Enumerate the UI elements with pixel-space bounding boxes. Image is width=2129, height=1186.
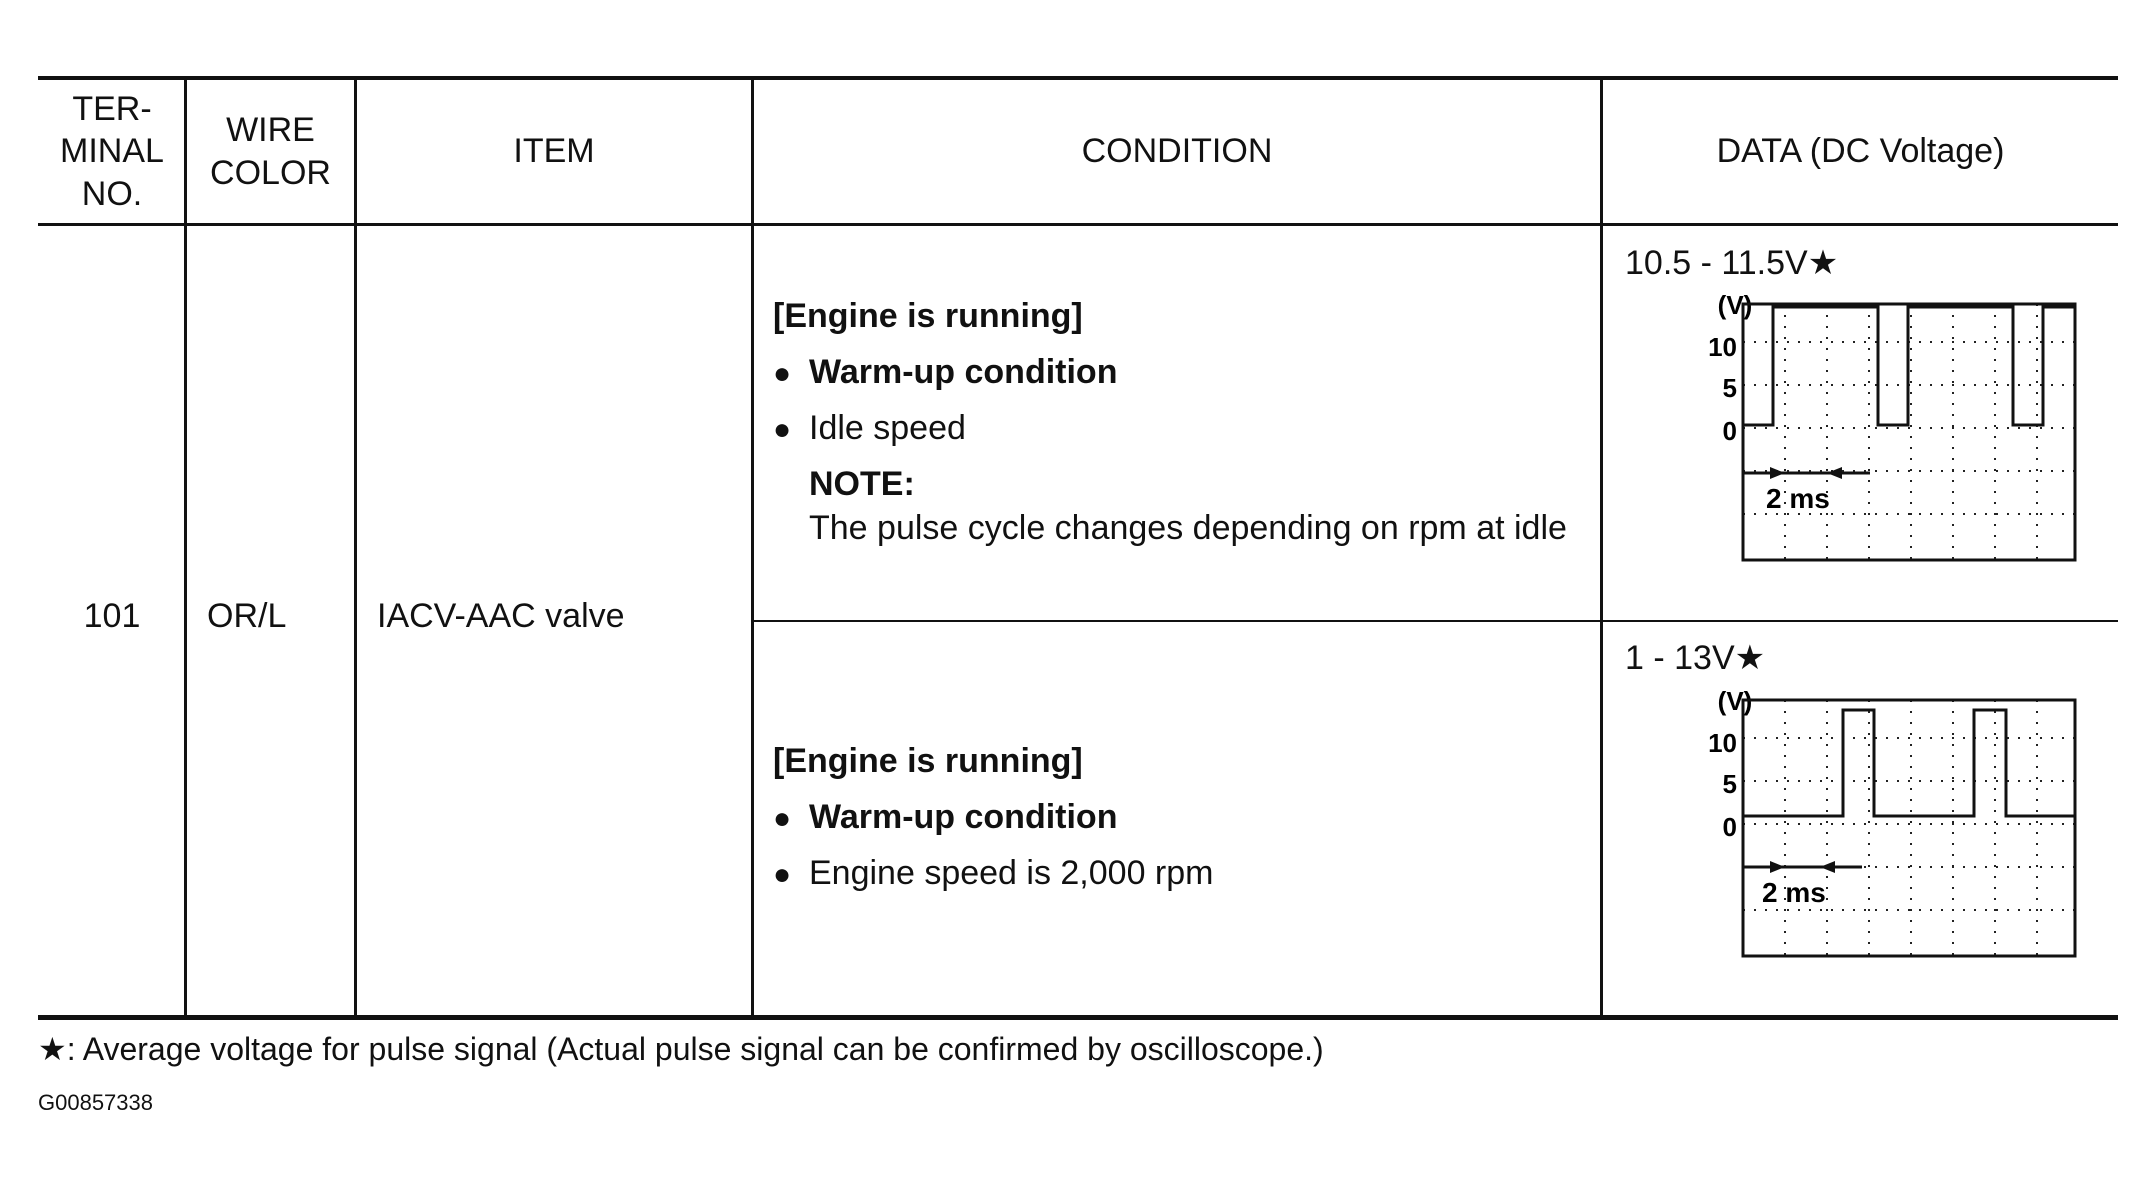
waveform-1-tick-10: 10: [1708, 332, 1737, 362]
header-terminal-line2: MINAL: [60, 132, 164, 171]
table-bottom-rule: [38, 1015, 2118, 1020]
waveform-2-tick-10: 10: [1708, 728, 1737, 758]
header-terminal-line3: NO.: [81, 174, 143, 213]
footnote: [38, 1030, 1324, 1068]
row-divider-rule: [752, 620, 2118, 622]
waveform-chart-2: [1690, 686, 2090, 966]
star-icon: ★: [1807, 244, 1839, 282]
waveform-2-unit: (V): [1717, 686, 1753, 716]
footnote-text: : Average voltage for pulse signal (Actual pulse signal can be confirmed by oscilloscope.): [66, 1031, 1324, 1067]
condition-1-note-text: The pulse cycle changes depending on rpm at idle: [809, 509, 1567, 547]
header-data: DATA (DC Voltage): [1716, 132, 2005, 171]
header-wire-line2: COLOR: [210, 153, 331, 192]
waveform-2-time-scale: 2 ms: [1762, 877, 1826, 908]
star-icon: ★: [38, 1031, 67, 1067]
condition-1-heading: [Engine is running]: [773, 297, 1083, 335]
data-value-2-text: 1 - 13V: [1625, 639, 1735, 677]
star-icon: ★: [1734, 639, 1766, 677]
waveform-2-time-marker: [1743, 861, 1862, 873]
bullet-icon: ●: [773, 357, 792, 390]
condition-2-bullet-1: ● Warm-up condition: [773, 789, 1213, 845]
waveform-2-grid: [1743, 700, 2075, 956]
waveform-1-time-scale: 2 ms: [1766, 483, 1830, 514]
waveform-1-trace: [1743, 307, 2075, 425]
header-bottom-rule: [38, 223, 2118, 226]
waveform-2-trace: [1743, 710, 2075, 816]
condition-block-1: [773, 288, 1567, 550]
condition-1-bullet-2: ● Idle speed: [773, 400, 1567, 456]
header-item: ITEM: [513, 132, 595, 171]
waveform-2-tick-5: 5: [1722, 769, 1737, 799]
data-value-2: [1625, 638, 1765, 678]
header-wire-line1: WIRE: [226, 111, 315, 149]
condition-1-note-label: NOTE:: [809, 465, 915, 503]
waveform-2-tick-0: 0: [1722, 812, 1737, 842]
data-value-1: [1625, 243, 1838, 283]
header-wire-color: [187, 80, 354, 223]
header-terminal-no: [40, 80, 184, 223]
bullet-icon: ●: [773, 802, 792, 835]
condition-2-bullet-2: ● Engine speed is 2,000 rpm: [773, 845, 1213, 901]
header-terminal-line1: TER-: [72, 89, 152, 128]
waveform-chart-1: [1690, 290, 2090, 570]
condition-block-2: [773, 733, 1213, 901]
waveform-1-tick-5: 5: [1722, 373, 1737, 403]
waveform-1-tick-0: 0: [1722, 416, 1737, 446]
condition-1-bullet-1: ● Warm-up condition: [773, 344, 1567, 400]
condition-2-heading: [Engine is running]: [773, 742, 1083, 780]
waveform-1-time-marker: [1743, 467, 1870, 479]
terminal-no-cell: 101: [83, 597, 141, 635]
bullet-icon: ●: [773, 858, 792, 891]
waveform-1-unit: (V): [1717, 290, 1753, 320]
item-cell: IACV-AAC valve: [377, 597, 625, 635]
wire-color-cell: OR/L: [207, 597, 287, 635]
data-value-1-text: 10.5 - 11.5V: [1625, 244, 1808, 282]
bullet-icon: ●: [773, 413, 792, 446]
header-condition: CONDITION: [1081, 132, 1273, 171]
figure-code: G00857338: [38, 1090, 153, 1115]
